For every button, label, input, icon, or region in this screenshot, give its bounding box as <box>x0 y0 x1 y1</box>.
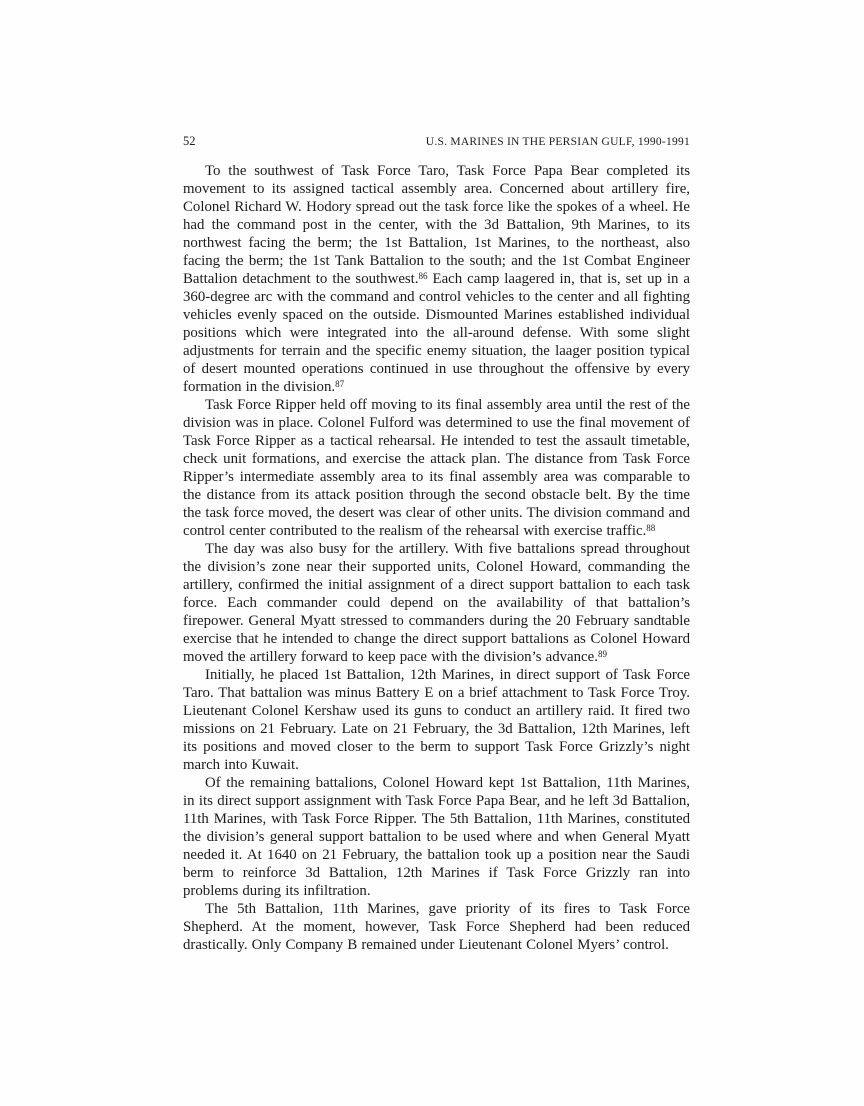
paragraph-5: Of the remaining battalions, Colonel Howard kept 1st Battalion, 11th Marines, in its direct support assignment with Task Force Papa Bear, and he left 3d Battalion, 11th Marines, with Task Force Ripper. The 5th Battalion, 11th Marines, constituted the division’s general support battalion to be used where and when General Myatt needed it. At 1640 on 21 February, the battalion took up a position near the Saudi berm to reinforce 3d Battalion, 12th Marines if Task Force Grizzly ran into problems during its infiltration. <box>183 775 690 899</box>
page-body <box>183 162 690 954</box>
running-title: U.S. MARINES IN THE PERSIAN GULF, 1990-1991 <box>425 136 690 148</box>
paragraph-6: The 5th Battalion, 11th Marines, gave priority of its fires to Task Force Shepherd. At the moment, however, Task Force Shepherd had been reduced drastically. Only Company B remained under Lieutenant Colonel Myers’ control. <box>183 901 690 953</box>
footnote-ref-89: 89 <box>597 648 607 659</box>
paragraph-1: To the southwest of Task Force Taro, Task Force Papa Bear completed its movement to its assigned tactical assembly area. Concerned about artillery fire, Colonel Richard W. Hodory spread out the task force like the spokes of a wheel. He had the command post in the center, with the 3d Battalion, 9th Marines, to its northwest facing the berm; the 1st Battalion, 1st Marines, to the northeast, also facing the berm; the 1st Tank Battalion to the south; and the 1st Combat Engineer Battalion detachment to the southwest.$^{86}$ Each camp laagered in, that is, set up in a 360-degree arc with the command and control vehicles to the center and all fighting vehicles evenly spaced on the outside. Dismounted Marines established individual positions which were integrated into the all-around defense. With some slight adjustments for terrain and the specific enemy situation, the laager position typical of desert mounted operations continued in use throughout the offensive by every formation in the division.$^{87}$ <box>183 163 691 395</box>
page-content <box>183 134 690 954</box>
paragraph-2: Task Force Ripper held off moving to its final assembly area until the rest of the division was in place. Colonel Fulford was determined to use the final movement of Task Force Ripper as a tactical rehearsal. He intended to test the assault timetable, check unit formations, and exercise the attack plan. The distance from Task Force Ripper’s intermediate assembly area to its final assembly area was comparable to the distance from its attack position through the second obstacle belt. By the time the task force moved, the desert was clear of other units. The division command and control center contributed to the realism of the rehearsal with exercise traffic.$^{88}$ <box>183 397 690 539</box>
footnote-ref-88: 88 <box>646 522 656 533</box>
footnote-ref-87: 87 <box>335 378 345 389</box>
running-header <box>183 134 690 149</box>
paragraph-4: Initially, he placed 1st Battalion, 12th Marines, in direct support of Task Force Taro. That battalion was minus Battery E on a brief attachment to Task Force Troy. Lieutenant Colonel Kershaw used its guns to conduct an artillery raid. It fired two missions on 21 February. Late on 21 February, the 3d Battalion, 12th Marines, left its positions and moved closer to the berm to support Task Force Grizzly’s night march into Kuwait. <box>183 667 690 773</box>
paragraph-3: The day was also busy for the artillery. With five battalions spread throughout the division’s zone near their supported units, Colonel Howard, commanding the artillery, confirmed the initial assignment of a direct support battalion to each task force. Each commander could depend on the availability of that battalion’s firepower. General Myatt stressed to commanders during the 20 February sandtable exercise that he intended to change the direct support battalions as Colonel Howard moved the artillery forward to keep pace with the division’s advance.$^{89}$ <box>183 541 690 665</box>
page-number: 52 <box>183 134 196 148</box>
footnote-ref-86: 86 <box>418 270 428 281</box>
